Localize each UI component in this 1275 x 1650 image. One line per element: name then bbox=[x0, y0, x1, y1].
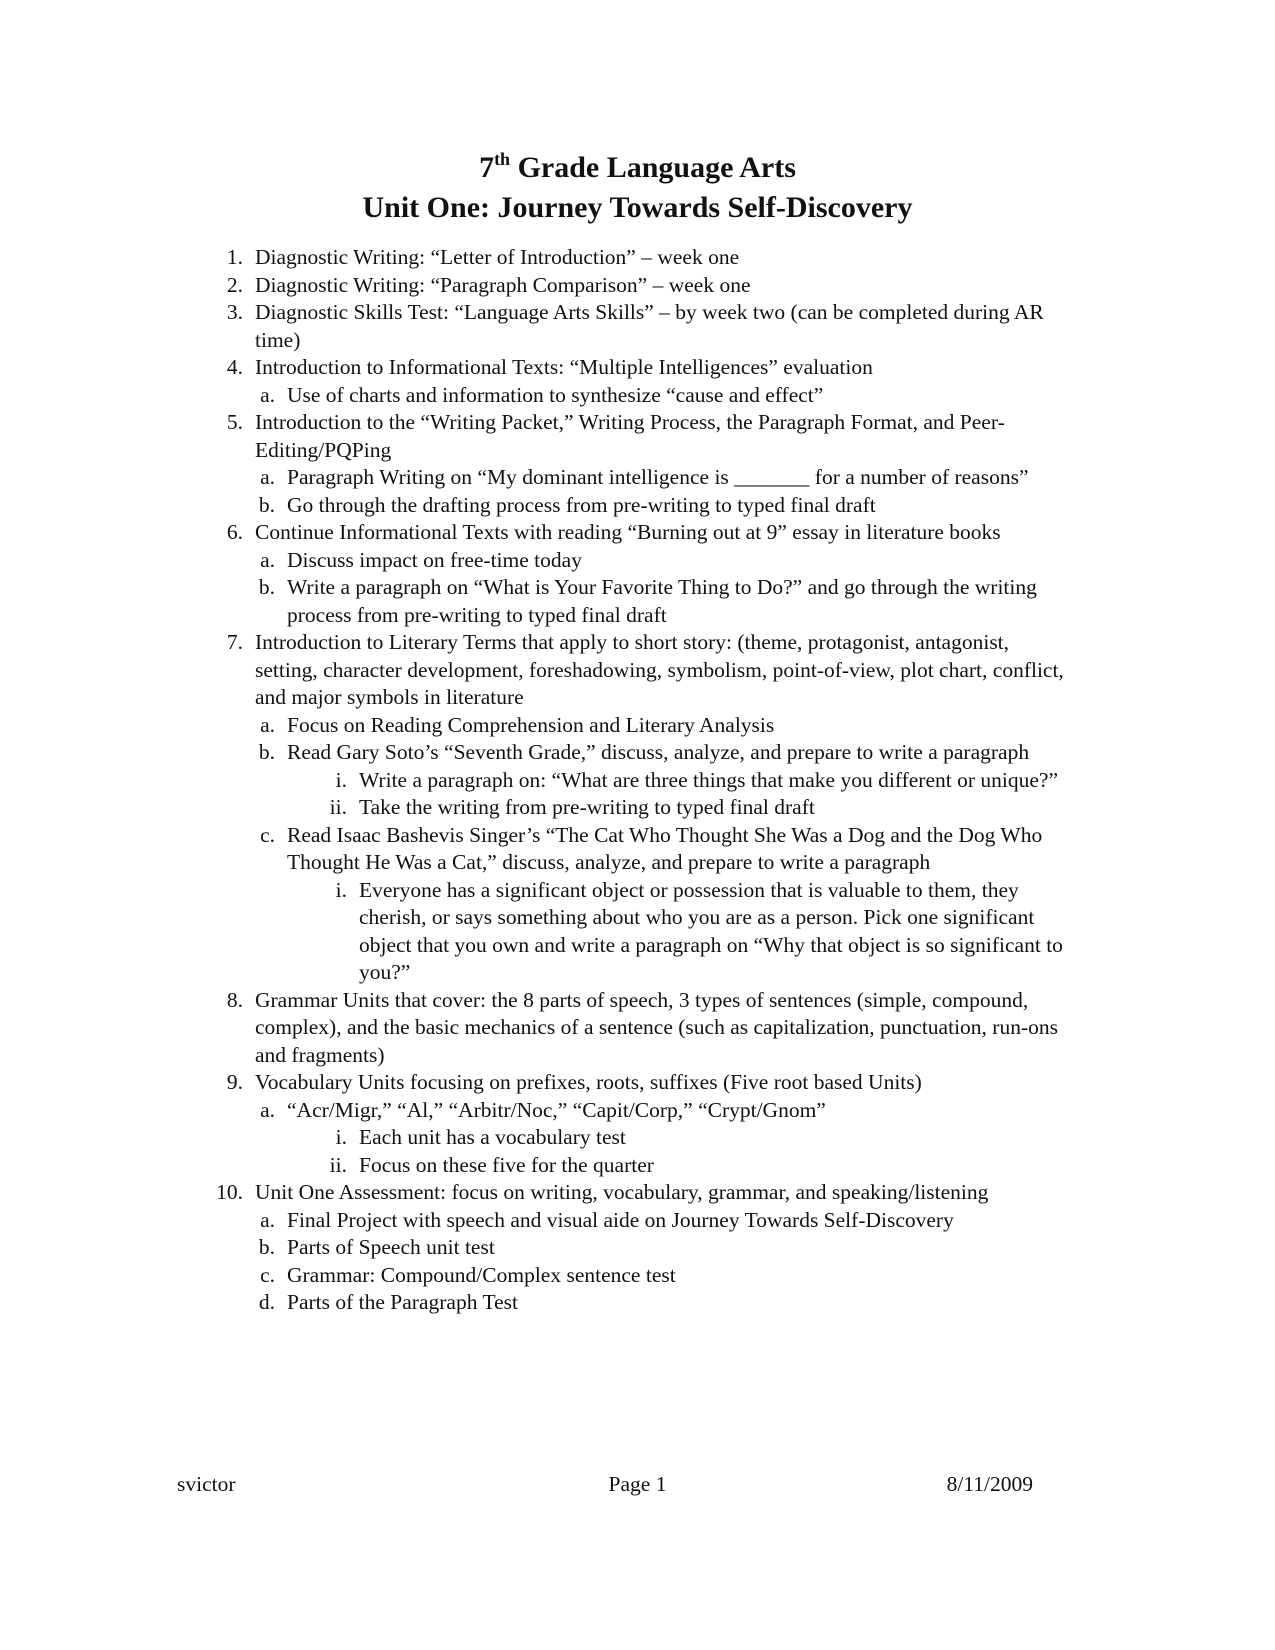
footer-date: 8/11/2009 bbox=[946, 1472, 1033, 1496]
sub-list-item-text: Parts of the Paragraph Test bbox=[287, 1290, 518, 1314]
list-item bbox=[213, 629, 1073, 712]
list-item-number: 3. bbox=[226, 300, 243, 324]
title-number: 7 bbox=[479, 151, 495, 184]
list-item bbox=[213, 299, 1073, 354]
sub-list-item bbox=[213, 574, 1073, 629]
list-item-number: 8. bbox=[226, 987, 243, 1012]
sub-list-item-number: a. bbox=[260, 382, 275, 407]
list-item-number: 6. bbox=[226, 520, 243, 544]
footer-page-number: Page 1 bbox=[608, 1472, 667, 1496]
list-item-number: 7. bbox=[226, 630, 243, 654]
roman-list-item-text: Focus on these five for the quarter bbox=[359, 1152, 654, 1177]
roman-list-item-text: Take the writing from pre-writing to typed final draft bbox=[359, 795, 815, 819]
sub-list-item bbox=[213, 492, 1073, 520]
list-item-text: Diagnostic Skills Test: “Language Arts Skills” – by week two (can be completed during AR time) bbox=[255, 300, 1044, 352]
list-item-text: Diagnostic Writing: “Letter of Introduction” – week one bbox=[255, 245, 740, 269]
sub-list-item-text: Grammar: Compound/Complex sentence test bbox=[287, 1262, 676, 1287]
roman-list-item-text: Each unit has a vocabulary test bbox=[359, 1125, 626, 1149]
sub-list-item-number: c. bbox=[260, 822, 275, 847]
sub-list-item-text: Use of charts and information to synthesize “cause and effect” bbox=[287, 382, 824, 407]
roman-list-item-number: ii. bbox=[329, 1152, 347, 1177]
sub-list-item-text: Read Isaac Bashevis Singer’s “The Cat Who Thought She Was a Dog and the Dog Who Thought He Was a Cat,” discuss, analyze, and prepare to write a paragraph bbox=[287, 822, 1043, 874]
list-item-number: 4. bbox=[226, 355, 243, 379]
roman-list-item-number: i. bbox=[335, 767, 347, 792]
roman-list-item-text: Write a paragraph on: “What are three things that make you different or unique?” bbox=[359, 767, 1058, 792]
roman-list-item-number: i. bbox=[335, 877, 347, 902]
list-item bbox=[213, 987, 1073, 1070]
roman-list-item-number: i. bbox=[335, 1125, 347, 1149]
sub-list-item-number: b. bbox=[258, 1235, 275, 1259]
list-item-text: Diagnostic Writing: “Paragraph Comparison” – week one bbox=[255, 272, 751, 297]
sub-list-item-number: a. bbox=[260, 712, 275, 737]
list-item-text: Vocabulary Units focusing on prefixes, roots, suffixes (Five root based Units) bbox=[255, 1070, 922, 1094]
list-item-text: Continue Informational Texts with reading “Burning out at 9” essay in literature books bbox=[255, 520, 1001, 544]
sub-list-item bbox=[213, 464, 1073, 492]
list-item bbox=[213, 409, 1073, 464]
footer-author: svictor bbox=[177, 1472, 236, 1496]
sub-list-item-text: Go through the drafting process from pre-writing to typed final draft bbox=[287, 492, 876, 517]
title-superscript: th bbox=[494, 149, 511, 169]
sub-list-item bbox=[213, 547, 1073, 575]
sub-list-item-number: c. bbox=[260, 1262, 275, 1287]
sub-list-item-text: Write a paragraph on “What is Your Favorite Thing to Do?” and go through the writing process from pre-writing to typed final draft bbox=[287, 575, 1037, 627]
sub-list-item bbox=[213, 1207, 1073, 1235]
list-item-number: 2. bbox=[226, 272, 243, 297]
sub-list-item-number: a. bbox=[260, 1207, 275, 1232]
roman-list-item bbox=[213, 794, 1073, 822]
list-item-number: 9. bbox=[226, 1070, 243, 1094]
sub-list-item-number: b. bbox=[258, 492, 275, 517]
sub-list-item-number: a. bbox=[260, 1097, 275, 1122]
sub-list-item bbox=[213, 822, 1073, 877]
list-item bbox=[213, 354, 1073, 382]
sub-list-item bbox=[213, 382, 1073, 410]
list-item-text: Unit One Assessment: focus on writing, vocabulary, grammar, and speaking/listening bbox=[255, 1180, 989, 1204]
list-item-number: 5. bbox=[226, 410, 243, 434]
page-title bbox=[0, 150, 1275, 186]
sub-list-item-text: Read Gary Soto’s “Seventh Grade,” discuss, analyze, and prepare to write a paragraph bbox=[287, 740, 1030, 764]
sub-list-item bbox=[213, 739, 1073, 767]
sub-list-item-text: Focus on Reading Comprehension and Literary Analysis bbox=[287, 712, 775, 737]
list-item-number: 10. bbox=[216, 1180, 243, 1204]
list-item-number: 1. bbox=[226, 245, 243, 269]
sub-list-item bbox=[213, 1262, 1073, 1290]
sub-list-item bbox=[213, 1289, 1073, 1317]
list-item bbox=[213, 519, 1073, 547]
roman-list-item bbox=[213, 1152, 1073, 1180]
roman-list-item bbox=[213, 1124, 1073, 1152]
list-item-text: Grammar Units that cover: the 8 parts of speech, 3 types of sentences (simple, compound, complex), and the basic mechanics of a sentence (such as capitalization, punctuation, run-ons and fragments) bbox=[255, 987, 1058, 1067]
sub-list-item-number: a. bbox=[260, 465, 275, 489]
sub-list-item bbox=[213, 1234, 1073, 1262]
sub-list-item-text: Final Project with speech and visual aide on Journey Towards Self-Discovery bbox=[287, 1207, 954, 1232]
sub-list-item-text: “Acr/Migr,” “Al,” “Arbitr/Noc,” “Capit/Corp,” “Crypt/Gnom” bbox=[287, 1097, 826, 1122]
page-subtitle: Unit One: Journey Towards Self-Discovery bbox=[362, 191, 913, 224]
sub-list-item-number: b. bbox=[258, 740, 275, 764]
sub-list-item-text: Discuss impact on free-time today bbox=[287, 547, 582, 572]
roman-list-item-number: ii. bbox=[329, 795, 347, 819]
sub-list-item-number: a. bbox=[260, 547, 275, 572]
sub-list-item-text: Parts of Speech unit test bbox=[287, 1235, 495, 1259]
sub-list-item bbox=[213, 1097, 1073, 1125]
title-text: Grade Language Arts bbox=[510, 151, 796, 184]
list-item bbox=[213, 244, 1073, 272]
sub-list-item-text: Paragraph Writing on “My dominant intelligence is _______ for a number of reasons” bbox=[287, 465, 1029, 489]
sub-list-item-number: b. bbox=[258, 575, 275, 599]
roman-list-item-text: Everyone has a significant object or possession that is valuable to them, they cherish, or says something about who you are as a person. Pick one significant object that you own and write a paragraph on “Why that object is so significant to you?” bbox=[359, 877, 1063, 984]
list-item-text: Introduction to Literary Terms that apply to short story: (theme, protagonist, antagonist, setting, character development, foreshadowing, symbolism, point-of-view, plot chart, conflict, and major symbols in literature bbox=[255, 630, 1064, 709]
list-item bbox=[213, 1179, 1073, 1207]
outline-list bbox=[213, 244, 1073, 1317]
list-item bbox=[213, 1069, 1073, 1097]
list-item-text: Introduction to the “Writing Packet,” Writing Process, the Paragraph Format, and Peer-Editing/PQPing bbox=[255, 410, 1005, 462]
roman-list-item bbox=[213, 767, 1073, 795]
list-item bbox=[213, 272, 1073, 300]
sub-list-item bbox=[213, 712, 1073, 740]
roman-list-item bbox=[213, 877, 1073, 987]
sub-list-item-number: d. bbox=[258, 1290, 275, 1314]
list-item-text: Introduction to Informational Texts: “Multiple Intelligences” evaluation bbox=[255, 355, 873, 379]
